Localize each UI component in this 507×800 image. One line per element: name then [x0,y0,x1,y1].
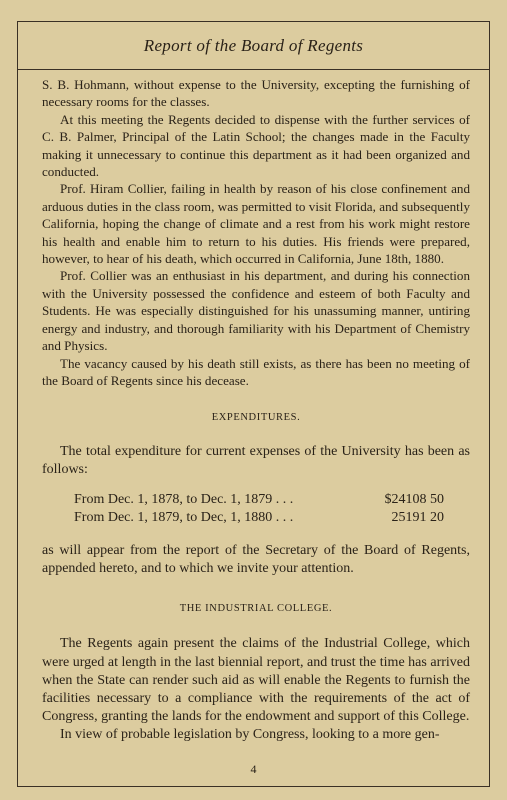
expenditures-outro: as will appear from the report of the Secretary of the Board of Regents, appended hereto, and to which we invite your attention. [42,542,470,576]
expenditure-row [42,509,470,527]
expenditure-row [42,491,470,509]
expenditures-intro: The total expenditure for current expenses of the University has been as follows: [42,443,470,477]
page-number: 4 [250,762,257,776]
expenditure-amount: $24108 50 [384,492,444,508]
running-head: Report of the Board of Regents [143,36,364,55]
page-body [42,76,470,745]
paragraph-4: Prof. Collier was an enthusiast in his department, and during his connection with the University possessed the confidence and esteem of both Faculty and Students. He was especially distinguished for his unassuming manner, untiring energy and industry, and thorough familiarity with his Department of Chemistry and Physics. [42,268,470,354]
expenditure-period: From Dec. 1, 1879, to Dec, 1, 1880 . . . [74,510,294,526]
paragraph-3: Prof. Hiram Collier, failing in health by reason of his close confinement and arduous duties in the class room, was permitted to visit Florida, and subsequently California, hoping the change of climate and a rest from his work might restore his health and enable him to return to his duties. His friends were prepared, however, to hear of his death, which occurred in California, June 18th, 1880. [42,181,470,267]
paragraph-1: S. B. Hohmann, without expense to the University, excepting the furnishing of necessary rooms for the classes. [42,77,470,110]
header-rule [17,69,490,70]
expenditures-table [42,491,470,527]
industrial-college-heading: THE INDUSTRIAL COLLEGE. [179,602,333,614]
expenditure-amount: 25191 20 [391,510,444,526]
industrial-college-paragraph-2: In view of probable legislation by Congress, looking to a more gen- [60,727,440,743]
expenditures-heading: EXPENDITURES. [211,412,301,424]
expenditure-period: From Dec. 1, 1878, to Dec. 1, 1879 . . . [74,492,294,508]
paragraph-2: At this meeting the Regents decided to dispense with the further services of C. B. Palmer, Principal of the Latin School; the changes made in the Faculty making it unnecessary to continue this department as it had been organized and conducted. [42,111,470,180]
paragraph-5: The vacancy caused by his death still exists, as there has been no meeting of the Board of Regents since his decease. [42,355,470,388]
industrial-college-paragraph-1: The Regents again present the claims of the Industrial College, which were urged at length in the last biennial report, and trust the time has arrived when the State can render such aid as will enable the Regents to furnish the facilities necessary to a compliance with the requirements of the act of Congress, granting the lands for the endowment and support of this College. [42,636,470,725]
